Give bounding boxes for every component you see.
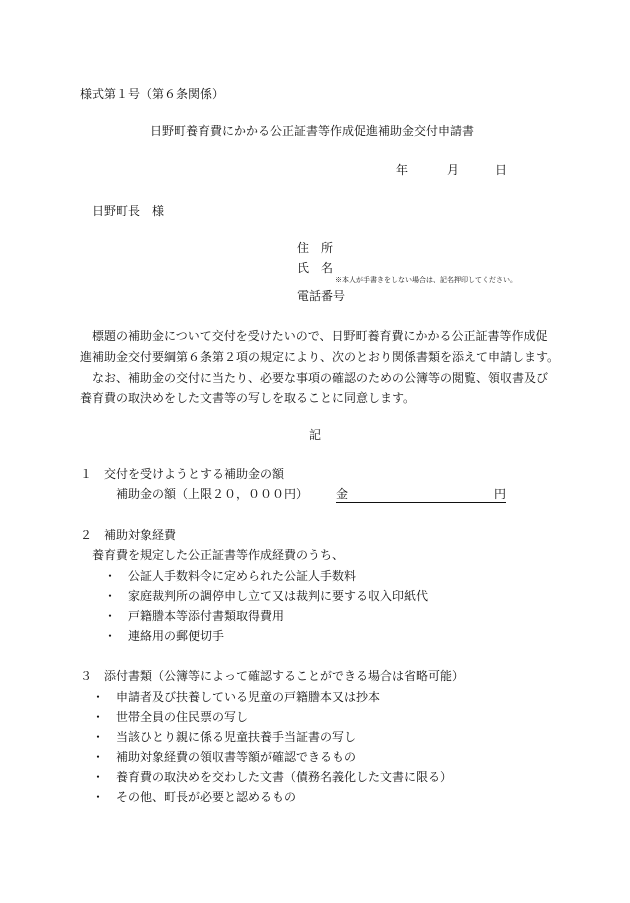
phone-label: 電話番号 (297, 289, 346, 303)
body-paragraph-2-line-1: なお、補助金の交付に当たり、必要な事項の確認のための公簿等の閲覧、領収書及び (92, 371, 549, 385)
body-paragraph-1-line-1: 標題の補助金について交付を受けたいので、日野町養育費にかかる公正証書等作成促 (92, 329, 548, 343)
list-item (104, 628, 124, 644)
section-1-number: １ (80, 467, 93, 481)
amount-field[interactable] (336, 486, 506, 503)
list-item (104, 608, 124, 624)
list-item (92, 729, 112, 745)
name-label: 氏 名 (297, 261, 334, 275)
amount-kin: 金 (336, 487, 349, 501)
list-item (92, 789, 112, 805)
amount-label: 補助金の額（上限２０，０００円） (116, 487, 309, 501)
list-item (92, 769, 112, 785)
bullet-mark: ・ (104, 609, 117, 623)
section-3-heading: 添付書類（公簿等によって確認することができる場合は省略可能） (104, 669, 465, 683)
ki-heading: 記 (309, 428, 322, 442)
document-title: 日野町養育費にかかる公正証書等作成促進補助金交付申請書 (150, 124, 475, 138)
bullet-mark: ・ (92, 770, 105, 784)
address-label: 住 所 (297, 241, 334, 255)
list-item (104, 588, 124, 604)
list-item-text: 養育費の取決めを交わした文書（債務名義化した文書に限る） (116, 770, 453, 784)
list-item (92, 749, 112, 765)
section-3-number: ３ (80, 669, 93, 683)
addressee: 日野町長 様 (92, 204, 165, 218)
bullet-mark: ・ (92, 790, 105, 804)
body-paragraph-1-line-2: 進補助金交付要綱第６条第２項の規定により、次のとおり関係書類を添えて申請します。 (80, 350, 560, 364)
list-item-text: その他、町長が必要と認めるもの (116, 790, 297, 804)
bullet-mark: ・ (92, 750, 105, 764)
list-item (104, 568, 124, 584)
amount-yen: 円 (494, 487, 507, 501)
list-item-text: 当該ひとり親に係る児童扶養手当証書の写し (116, 730, 357, 744)
bullet-mark: ・ (104, 589, 117, 603)
body-paragraph-2-line-2: 養育費の取決めをした文書等の写しを取ることに同意します。 (80, 391, 416, 405)
section-2-intro: 養育費を規定した公正証書等作成経費のうち、 (92, 548, 345, 562)
list-item (92, 709, 112, 725)
handwriting-note: ※本人が手書きをしない場合は、記名押印してください。 (335, 276, 517, 284)
bullet-mark: ・ (92, 710, 105, 724)
section-2-heading: 補助対象経費 (104, 528, 177, 542)
form-number: 様式第１号（第６条関係） (80, 87, 225, 101)
bullet-mark: ・ (92, 730, 105, 744)
bullet-mark: ・ (92, 690, 105, 704)
date-day: 日 (495, 163, 508, 177)
bullet-mark: ・ (104, 569, 117, 583)
date-month: 月 (447, 163, 460, 177)
section-1-heading: 交付を受けようとする補助金の額 (104, 467, 285, 481)
list-item-text: 世帯全員の住民票の写し (116, 710, 249, 724)
date-year: 年 (396, 163, 409, 177)
section-2-number: ２ (80, 528, 93, 542)
list-item-text: 戸籍謄本等添付書類取得費用 (128, 609, 285, 623)
list-item-text: 連絡用の郵便切手 (128, 629, 225, 643)
list-item-text: 補助対象経費の領収書等額が確認できるもの (116, 750, 357, 764)
list-item-text: 家庭裁判所の調停申し立て又は裁判に要する収入印紙代 (128, 589, 429, 603)
list-item (92, 689, 112, 705)
list-item-text: 公証人手数料令に定められた公証人手数料 (128, 569, 357, 583)
list-item-text: 申請者及び扶養している児童の戸籍謄本又は抄本 (116, 690, 381, 704)
bullet-mark: ・ (104, 629, 117, 643)
